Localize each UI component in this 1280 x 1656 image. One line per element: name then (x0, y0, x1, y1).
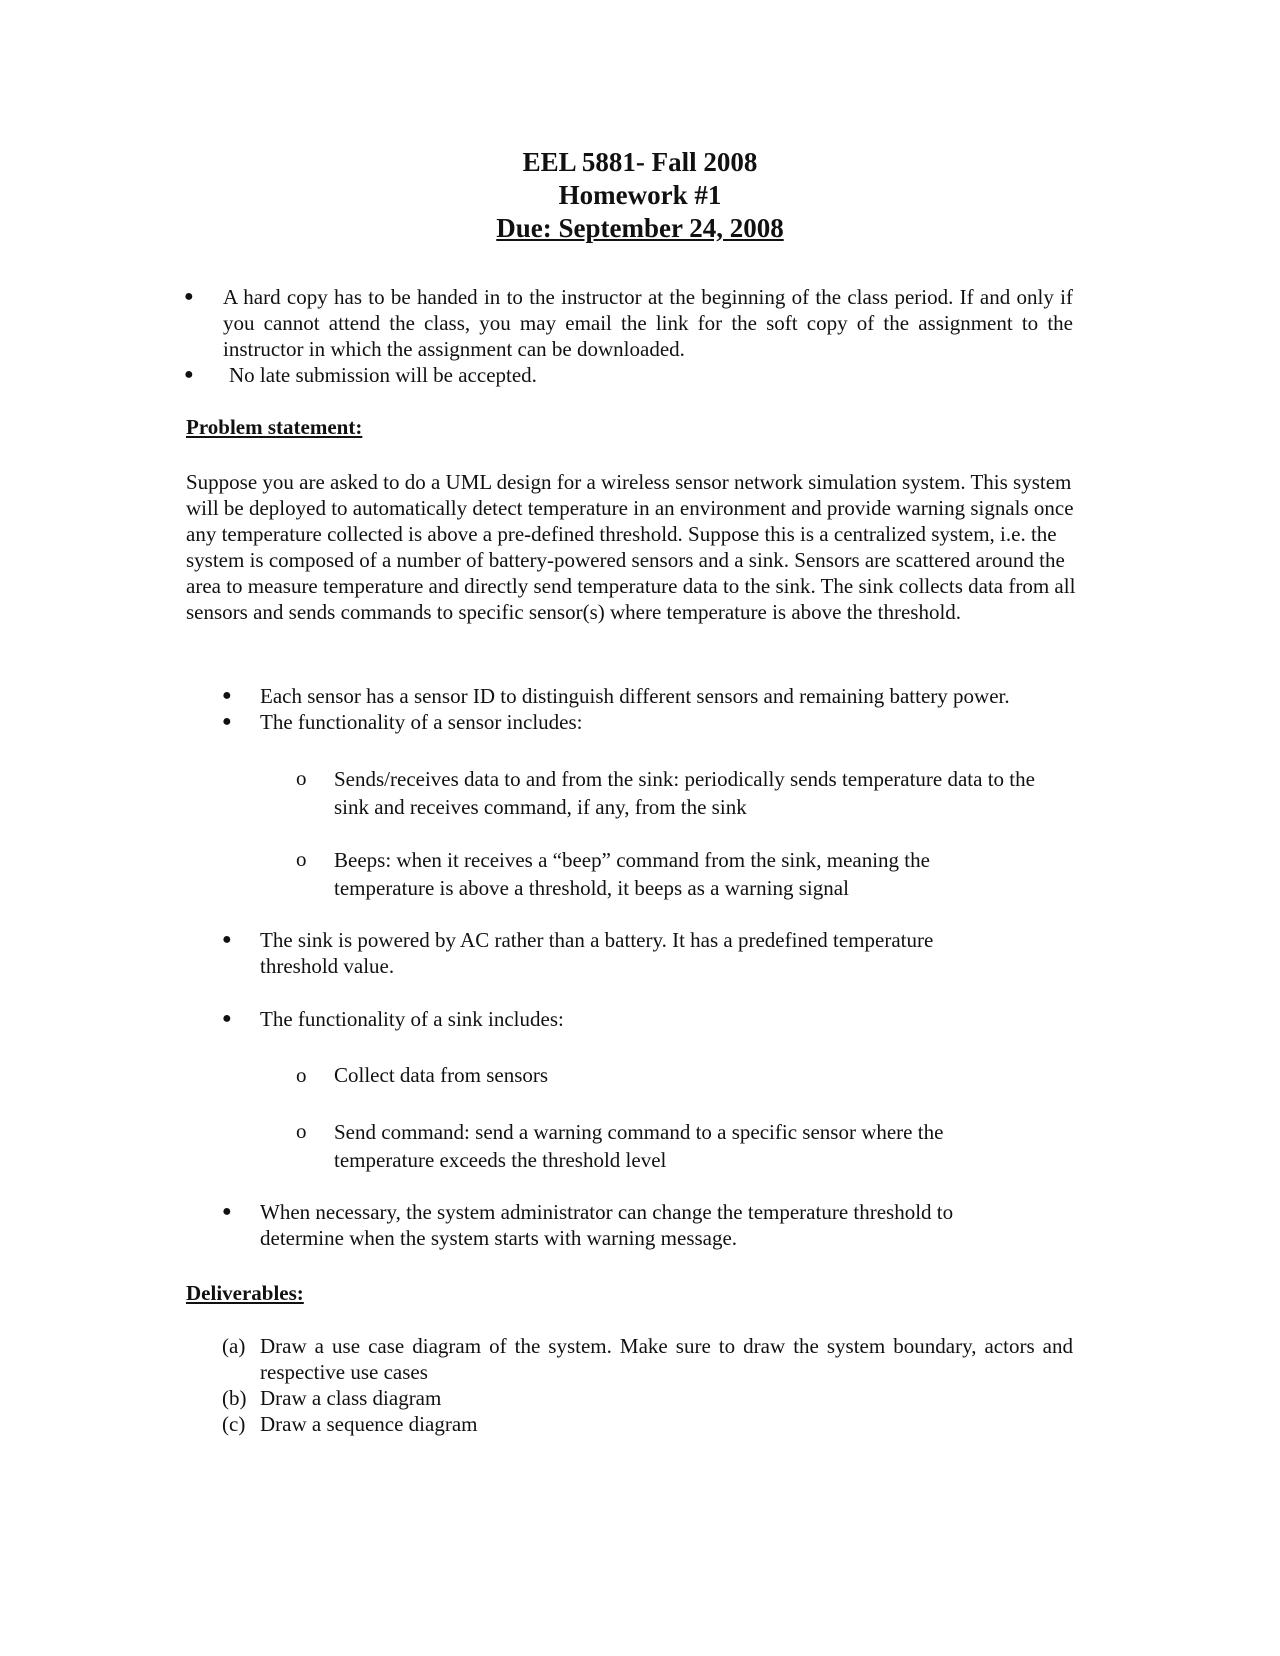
assignment-title: Homework #1 (558, 180, 722, 210)
bullet-icon: ● (222, 687, 232, 704)
deliverables-heading: Deliverables: (186, 1281, 304, 1305)
bullet-sensor-id: Each sensor has a sensor ID to distinguish different sensors and remaining battery power. (260, 684, 1010, 708)
deliverable-item: Draw a class diagram (260, 1386, 442, 1410)
sensor-function-send-receive: Sends/receives data to and from the sink: periodically sends temperature data to the sink and receives command, if any, from the sink (334, 767, 1035, 819)
bullet-icon: ● (222, 713, 232, 730)
deliverable-item: Draw a use case diagram of the system. Make sure to draw the system boundary, actors and respective use cases (260, 1334, 1073, 1384)
bullet-sink-power: The sink is powered by AC rather than a battery. It has a predefined temperature threshold value. (260, 928, 934, 978)
rule-hard-copy: A hard copy has to be handed in to the instructor at the beginning of the class period. If and only if you cannot attend the class, you may email the link for the soft copy of the assignment to the instructor in which the assignment can be downloaded. (223, 285, 1073, 361)
sub-bullet-icon: o (296, 766, 307, 790)
bullet-icon: ● (184, 366, 194, 383)
deliverable-item: Draw a sequence diagram (260, 1412, 478, 1436)
bullet-admin: When necessary, the system administrator can change the temperature threshold to determine when the system starts with warning message. (260, 1200, 954, 1250)
bullet-icon: ● (222, 1203, 232, 1220)
bullet-icon: ● (184, 288, 194, 305)
sink-function-collect: Collect data from sensors (334, 1063, 549, 1087)
sink-function-send-command: Send command: send a warning command to a specific sensor where the temperature exceeds the threshold level (334, 1120, 944, 1172)
problem-statement-heading: Problem statement: (186, 415, 363, 439)
sensor-function-beeps: Beeps: when it receives a “beep” command from the sink, meaning the temperature is above a threshold, it beeps as a warning signal (334, 848, 930, 900)
problem-paragraph: Suppose you are asked to do a UML design for a wireless sensor network simulation system. This system will be deployed to automatically detect temperature in an environment and provide warning signals once any temperature collected is above a pre-defined threshold. Suppose this is a centralized system, i.e. the system is composed of a number of battery-powered sensors and a sink. Sensors are scattered around the area to measure temperature and directly send temperature data to the sink. The sink collects data from all sensors and sends commands to specific sensor(s) where temperature is above the threshold. (186, 470, 1076, 624)
bullet-icon: ● (222, 1010, 232, 1027)
bullet-sensor-functionality: The functionality of a sensor includes: (260, 710, 583, 734)
deliverable-label: (a) (222, 1334, 246, 1358)
document-header (0, 146, 1280, 245)
due-date: Due: September 24, 2008 (496, 213, 784, 243)
bullet-sink-functionality: The functionality of a sink includes: (260, 1007, 564, 1031)
deliverable-label: (b) (222, 1386, 247, 1410)
deliverable-label: (c) (222, 1412, 246, 1436)
rule-no-late: No late submission will be accepted. (229, 363, 537, 387)
course-title: EEL 5881- Fall 2008 (522, 147, 758, 177)
sub-bullet-icon: o (296, 847, 307, 871)
sub-bullet-icon: o (296, 1119, 307, 1143)
bullet-icon: ● (222, 931, 232, 948)
sub-bullet-icon: o (296, 1063, 307, 1087)
